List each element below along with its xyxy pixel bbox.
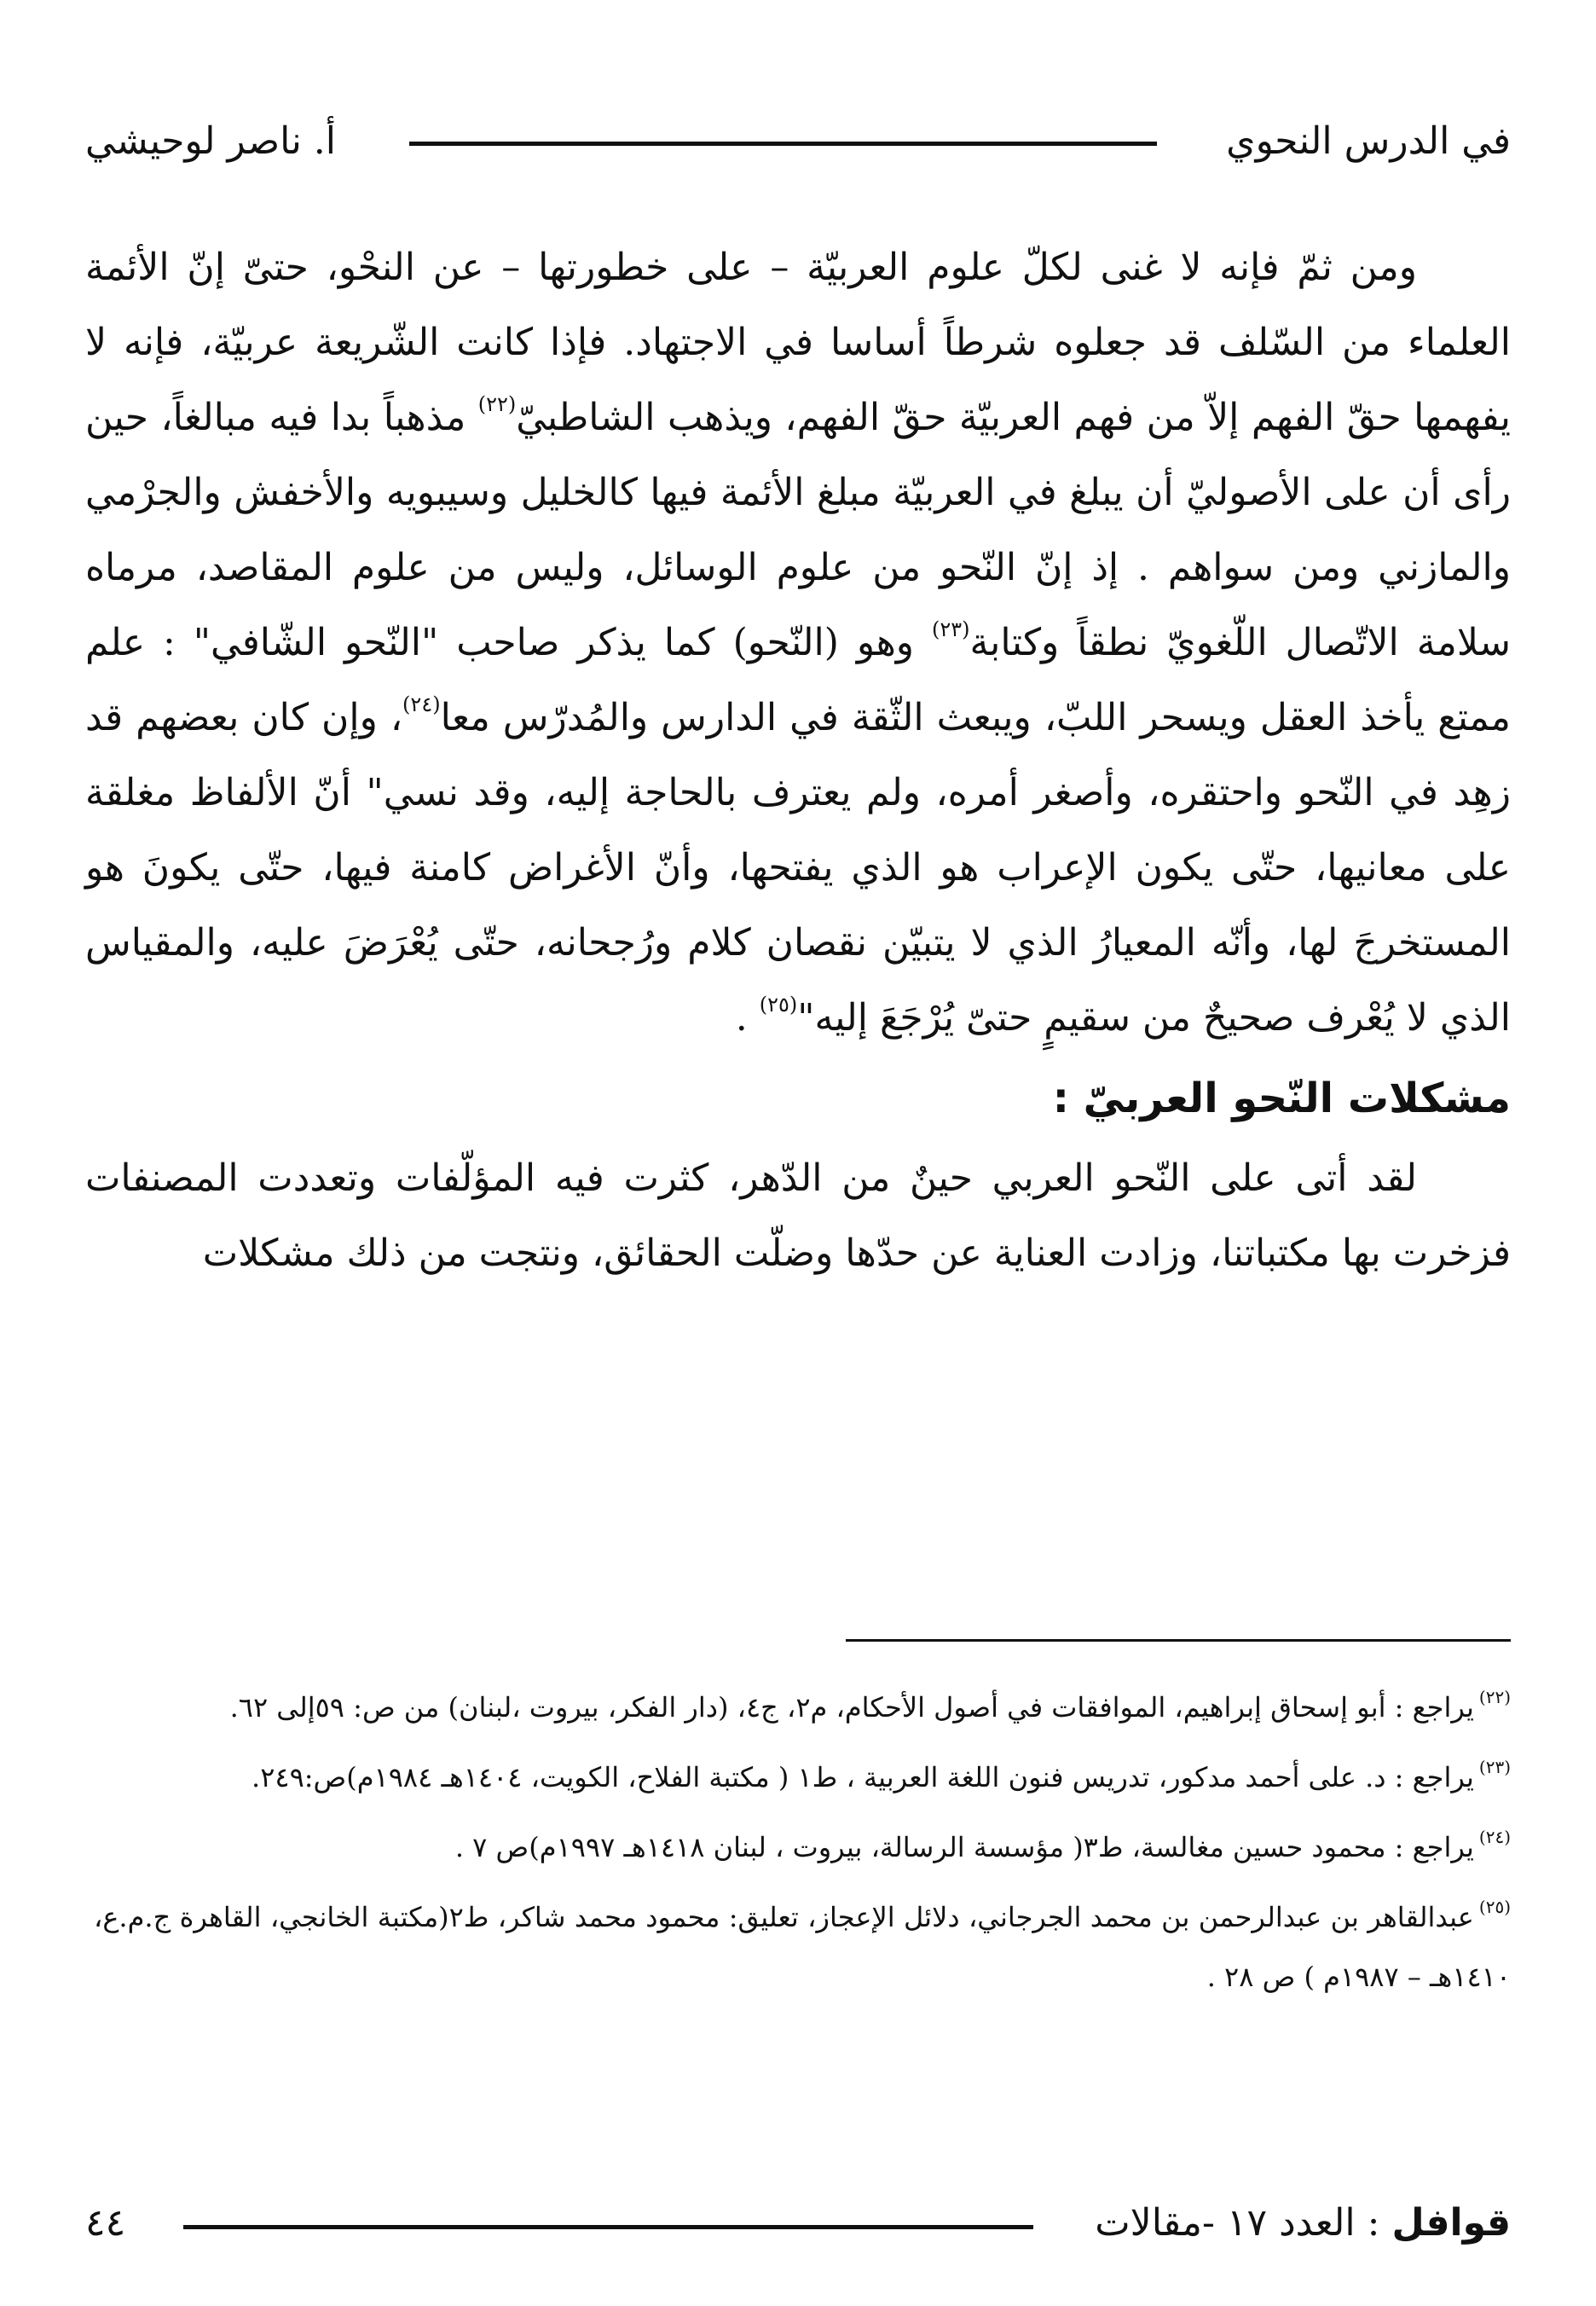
running-header <box>85 111 1511 179</box>
section-heading: مشكلات النّحو العربيّ : <box>1052 1075 1511 1122</box>
footnote-text: يراجع : محمود حسين مغالسة، ط٣( مؤسسة الرسالة، بيروت ، لبنان ١٤١٨هـ ١٩٩٧م)ص ٧ . <box>454 1831 1474 1863</box>
footnote-ref-24: (٢٤) <box>402 692 441 716</box>
footnote-text: يراجع : أبو إسحاق إبراهيم، الموافقات في أصول الأحكام، م٢، ج٤، (دار الفكر، بيروت ،لبنان) من ص: ٥٩إلى ٦٢. <box>229 1691 1474 1724</box>
footnote-24 <box>94 1807 1511 1877</box>
journal-name: قوافل <box>1391 2201 1511 2245</box>
footnote-22 <box>94 1667 1511 1737</box>
footnote-number: (٢٤) <box>1478 1827 1511 1847</box>
footnote-ref-23: (٢٣) <box>932 617 970 641</box>
footnote-text: عبدالقاهر بن عبدالرحمن بن محمد الجرجاني، دلائل الإعجاز، تعليق: محمود محمد شاكر، ط٢(مكتبة الخانجي، القاهرة ج.م.ع، ١٤١٠هـ – ١٩٨٧م ) ص ٢٨ . <box>94 1901 1511 1993</box>
page-number: ٤٤ <box>85 2201 126 2245</box>
paragraph-1-part-4: ، وإن كان بعضهم قد زهِد في النّحو واحتقره، وأصغر أمره، ولم يعترف بالحاجة إليه، وقد نسي" أنّ الألفاظ مغلقة على معانيها، حتّى يكون الإعراب هو الذي يفتحها، وأنّ الأغراض كامنة فيها، حتّى يكونَ هو المستخرجَ لها، وأنّه المعيارُ الذي لا يتبيّن نقصان كلام ورُجحانه، حتّى يُعْرَضَ عليه، والمقياس الذي لا يُعْرف صحيحٌ من سقيمٍ حتىّ يُرْجَعَ إليه" <box>85 696 1511 1040</box>
paragraph-1 <box>85 230 1511 1056</box>
header-rule <box>409 142 1157 146</box>
footnote-ref-22: (٢٢) <box>477 392 517 416</box>
paragraph-1-part-5: . <box>735 996 760 1040</box>
journal-issue: : العدد ١٧ -مقالات <box>1095 2201 1380 2245</box>
footnote-ref-25: (٢٥) <box>759 993 798 1017</box>
running-footer <box>85 2196 1511 2256</box>
body-text <box>85 230 1511 1291</box>
paragraph-2: لقد أتى على النّحو العربي حينٌ من الدّهر، كثرت فيه المؤلّفات وتعددت المصنفات فزخرت بها مكتباتنا، وزادت العناية عن حدّها وضلّت الحقائق، ونتجت من ذلك مشكلات <box>85 1156 1511 1275</box>
footnote-number: (٢٣) <box>1478 1757 1511 1777</box>
footnote-text: يراجع : د. على أحمد مدكور، تدريس فنون اللغة العربية ، ط١ ( مكتبة الفلاح، الكويت، ١٤٠٤هـ ١٩٨٤م)ص:٢٤٩. <box>252 1761 1474 1793</box>
footer-journal <box>1095 2196 1511 2251</box>
header-title: في الدرس النحوي <box>1226 119 1511 163</box>
paragraph-1-part-2: مذهباً بدا فيه مبالغاً، حين رأى أن على الأصوليّ أن يبلغ في العربيّة مبلغ الأئمة فيها كالخليل وسيبويه والأخفش والجرْمي والمازني ومن سواهم . إذ إنّ النّحو من علوم الوسائل، وليس من علوم المقاصد، مرماه سلامة الاتّصال اللّغويّ نطقاً وكتابة <box>85 396 1512 664</box>
paragraph-1-part-3: وهو (النّحو) كما يذكر صاحب "النّحو الشّافي" : علم ممتع يأخذ العقل ويسحر اللبّ، ويبعث الثّقة في الدارس والمُدرّس معا <box>85 621 1511 739</box>
header-author: أ. ناصر لوحيشي <box>85 119 337 163</box>
footnote-number: (٢٥) <box>1478 1897 1511 1917</box>
footnote-separator <box>846 1639 1511 1642</box>
footnote-number: (٢٢) <box>1478 1687 1511 1707</box>
footnotes <box>94 1667 1511 2007</box>
footnote-25 <box>94 1877 1511 2007</box>
footer-rule <box>183 2225 1033 2229</box>
paragraph-1-part-1: ومن ثمّ فإنه لا غنى لكلّ علوم العربيّة – على خطورتها – عن النحْو، حتىّ إنّ الأئمة العلماء من السّلف قد جعلوه شرطاً أساسا في الاجتهاد. فإذا كانت الشّريعة عربيّة، فإنه لا يفهمها حقّ الفهم إلاّ من فهم العربيّة حقّ الفهم، ويذهب الشاطبيّ <box>85 246 1511 439</box>
footnote-23 <box>94 1737 1511 1807</box>
